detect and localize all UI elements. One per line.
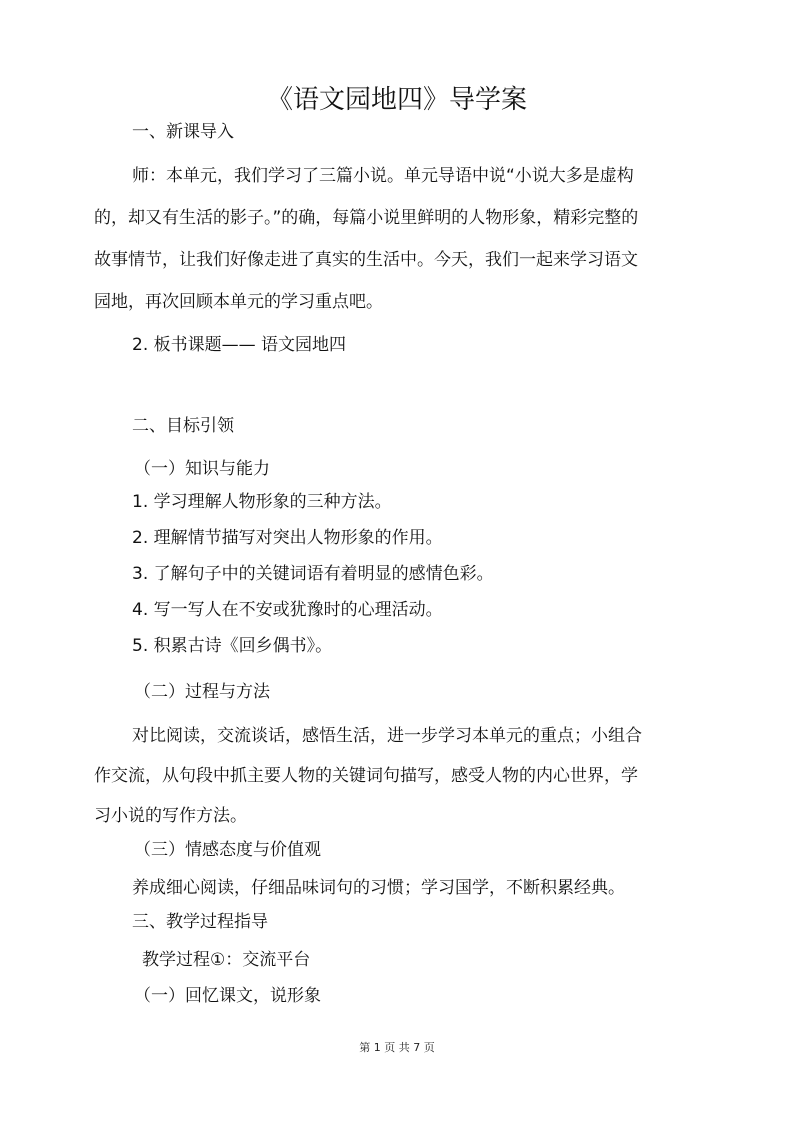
paragraph-line: 师：本单元，我们学习了三篇小说。单元导语中说“小说大多是虚构 (132, 166, 634, 186)
list-item: 2. 理解情节描写对突出人物形象的作用。 (132, 528, 443, 548)
paragraph-line: 园地，再次回顾本单元的学习重点吧。 (94, 292, 383, 312)
subsection-heading: （一）知识与能力 (134, 459, 270, 479)
paragraph-line: 习小说的写作方法。 (94, 806, 247, 826)
list-item: 3. 了解句子中的关键词语有着明显的感情色彩。 (132, 564, 494, 584)
subsection-heading: （二）过程与方法 (134, 682, 270, 702)
section-heading-goals: 二、目标引领 (132, 416, 234, 436)
section-heading-process: 三、教学过程指导 (132, 912, 268, 932)
section-heading-intro: 一、新课导入 (132, 122, 234, 142)
subsection-heading: （三）情感态度与价值观 (134, 840, 321, 860)
paragraph-line: 的，却又有生活的影子。”的确，每篇小说里鲜明的人物形象，精彩完整的 (94, 208, 639, 228)
list-item: 1. 学习理解人物形象的三种方法。 (132, 492, 392, 512)
process-step-line: 教学过程①：交流平台 (142, 950, 311, 970)
paragraph-line: 对比阅读，交流谈话，感悟生活，进一步学习本单元的重点；小组合 (132, 726, 642, 746)
paragraph-line: 故事情节，让我们好像走进了真实的生活中。今天，我们一起来学习语文 (94, 250, 638, 270)
list-item: 4. 写一写人在不安或犹豫时的心理活动。 (132, 600, 443, 620)
paragraph-line: 养成细心阅读，仔细品味词句的习惯；学习国学，不断积累经典。 (132, 878, 625, 898)
document-title: 《语文园地四》导学案 (266, 85, 527, 115)
paragraph-line: 作交流，从句段中抓主要人物的关键词句描写，感受人物的内心世界，学 (94, 766, 638, 786)
subsection-heading: （一）回忆课文，说形象 (134, 986, 321, 1006)
page-number-footer: 第 1 页 共 7 页 (359, 1041, 435, 1054)
board-topic-line: 2. 板书课题—— 语文园地四 (132, 335, 347, 355)
list-item: 5. 积累古诗《回乡偶书》。 (132, 636, 333, 656)
